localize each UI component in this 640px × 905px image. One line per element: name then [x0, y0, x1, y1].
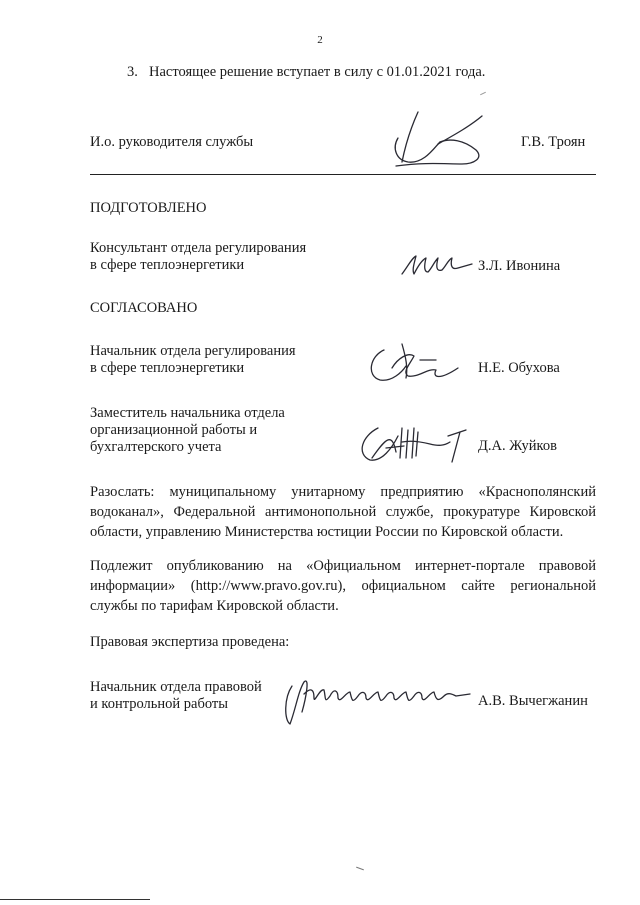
paragraph-line: водоканал», Федеральной антимонопольной службе, прокуратуре Кировской — [90, 504, 596, 520]
head-signature — [378, 104, 508, 174]
role-line: бухгалтерского учета — [90, 439, 222, 455]
legal-review-name: А.В. Вычегжанин — [478, 693, 588, 709]
prepared-heading: ПОДГОТОВЛЕНО — [90, 200, 207, 216]
pen-mark — [356, 867, 364, 871]
role-line: Начальник отдела регулирования — [90, 343, 296, 359]
page-number: 2 — [317, 34, 323, 46]
prepared-role — [90, 240, 306, 274]
head-position: И.о. руководителя службы — [90, 134, 254, 150]
agreed-heading: СОГЛАСОВАНО — [90, 300, 198, 316]
paragraph-line: области, управлению Министерства юстиции России по Кировской области. — [90, 524, 564, 540]
agreed-signer-1-name: Н.Е. Обухова — [478, 360, 560, 376]
separator-line — [90, 174, 596, 175]
clause-3 — [127, 64, 485, 81]
agreed-signer-2-name: Д.А. Жуйков — [478, 438, 557, 454]
role-line: в сфере теплоэнергетики — [90, 360, 245, 376]
legal-review-role — [90, 679, 262, 713]
role-line: Заместитель начальника отдела — [90, 405, 285, 421]
legal-review-signature — [280, 668, 474, 730]
paragraph-line: Подлежит опубликованию на «Официальном интернет-портале правовой — [90, 558, 596, 574]
paragraph-line: службы по тарифам Кировской области. — [90, 598, 339, 614]
role-line: организационной работы и — [90, 422, 258, 438]
role-line: Начальник отдела правовой — [90, 679, 262, 695]
prepared-name: З.Л. Ивонина — [478, 258, 561, 274]
paragraph-line: Разослать: муниципальному унитарному предприятию «Краснополянский — [90, 484, 596, 500]
prepared-signature — [396, 250, 476, 280]
head-name: Г.В. Троян — [521, 134, 586, 150]
role-line: и контрольной работы — [90, 696, 228, 712]
footnote-rule — [0, 899, 150, 900]
paragraph-line: информации» (http://www.pravo.gov.ru), официальном сайте региональной — [90, 578, 596, 594]
agreed-signer-2-role — [90, 405, 285, 456]
agreed-signer-1-signature — [362, 338, 472, 388]
clause-text: Настоящее решение вступает в силу с 01.01.2021 года. — [149, 64, 486, 80]
agreed-signer-1-role — [90, 343, 296, 377]
distribution-paragraph — [90, 482, 596, 542]
agreed-signer-2-signature — [352, 418, 472, 468]
pen-mark — [480, 92, 486, 95]
publication-paragraph — [90, 556, 596, 616]
role-line: в сфере теплоэнергетики — [90, 257, 245, 273]
clause-number: 3. — [127, 64, 138, 80]
legal-review-heading: Правовая экспертиза проведена: — [90, 634, 290, 650]
role-line: Консультант отдела регулирования — [90, 240, 307, 256]
